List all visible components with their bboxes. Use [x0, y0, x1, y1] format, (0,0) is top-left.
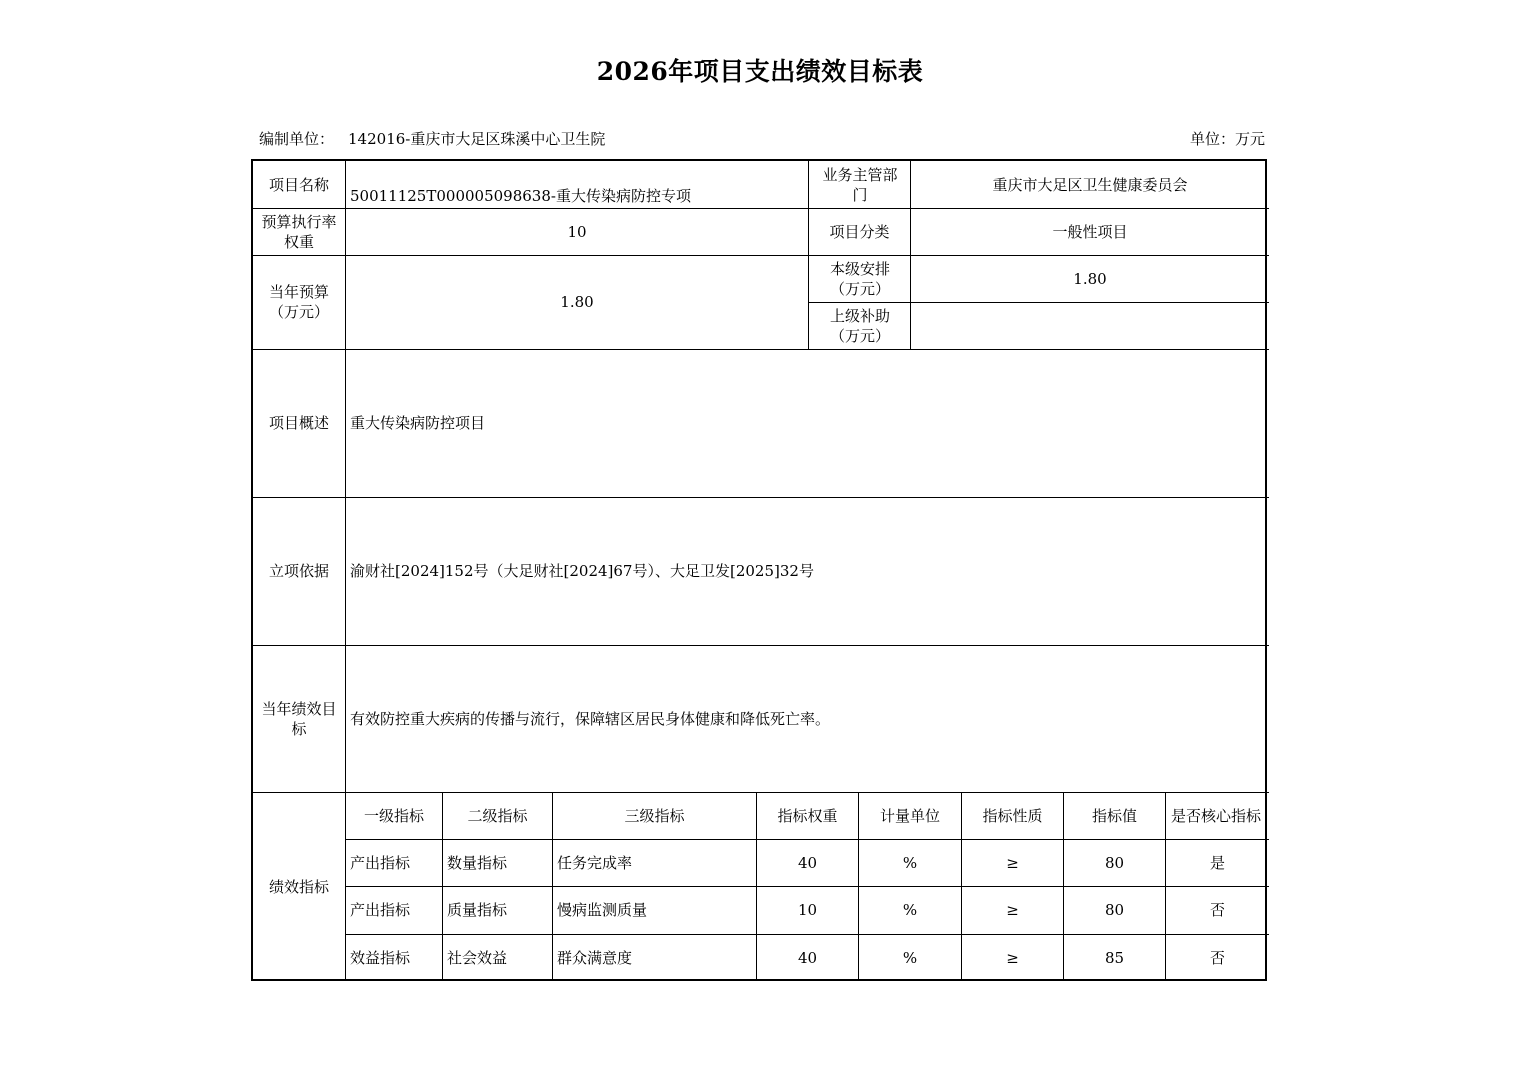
indicator-header: 指标权重 — [777, 806, 838, 825]
indicator-header: 指标值 — [1091, 806, 1137, 825]
indicator-cell: 效益指标 — [350, 948, 411, 967]
indicator-cell: 40 — [797, 853, 818, 872]
indicator-header: 一级指标 — [363, 806, 424, 825]
label-dept: 业务主管部门 — [822, 165, 898, 204]
label-indicators: 绩效指标 — [268, 877, 329, 896]
indicator-cell: 80 — [1104, 853, 1125, 872]
label-budget: 当年预算（万元） — [268, 283, 329, 321]
org-label: 编制单位： — [259, 130, 335, 148]
indicator-cell: ≥ — [1006, 901, 1019, 919]
indicator-header: 计量单位 — [879, 806, 940, 825]
indicator-cell: 产出指标 — [350, 901, 411, 919]
page-title: 2026年项目支出绩效目标表 — [596, 57, 924, 86]
org-value: 142016-重庆市大足区珠溪中心卫生院 — [348, 130, 606, 148]
indicator-cell: 否 — [1209, 901, 1225, 919]
value-overview: 重大传染病防控项目 — [350, 414, 486, 432]
indicator-cell: 任务完成率 — [557, 853, 633, 872]
value-subsidy — [911, 302, 1269, 349]
indicator-cell: 群众满意度 — [557, 948, 633, 967]
label-goal: 当年绩效目标 — [261, 699, 337, 738]
indicator-cell: 10 — [797, 901, 818, 919]
indicator-cell: 质量指标 — [447, 901, 508, 919]
value-goal: 有效防控重大疾病的传播与流行，保障辖区居民身体健康和降低死亡率。 — [350, 709, 831, 728]
indicator-cell: 40 — [797, 948, 818, 967]
label-subsidy: 上级补助（万元） — [829, 306, 890, 345]
unit-label: 单位：万元 — [1189, 130, 1265, 148]
value-local: 1.80 — [1073, 269, 1107, 288]
indicator-cell: % — [902, 901, 918, 919]
value-exec-weight: 10 — [567, 222, 587, 241]
indicator-cell: 数量指标 — [447, 853, 508, 872]
indicator-header: 指标性质 — [982, 806, 1043, 825]
label-project-name: 项目名称 — [268, 175, 329, 194]
indicator-cell: 社会效益 — [447, 948, 508, 967]
org-info — [259, 128, 605, 149]
indicator-header: 是否核心指标 — [1171, 806, 1261, 825]
indicator-header: 二级指标 — [467, 806, 528, 825]
label-exec-weight: 预算执行率权重 — [261, 212, 337, 251]
indicator-cell: 否 — [1209, 948, 1225, 967]
indicator-header: 三级指标 — [624, 806, 685, 825]
indicator-cell: % — [902, 853, 918, 872]
indicator-cell: 是 — [1209, 853, 1225, 872]
indicator-cell: 80 — [1104, 901, 1125, 919]
indicator-cell: % — [902, 948, 918, 967]
indicator-cell: 慢病监测质量 — [557, 901, 648, 919]
value-budget: 1.80 — [560, 293, 594, 311]
indicator-cell: ≥ — [1006, 853, 1019, 872]
indicator-cell: ≥ — [1006, 948, 1019, 967]
value-project-name: 50011125T000005098638-重大传染病防控专项 — [350, 187, 691, 205]
label-basis: 立项依据 — [268, 562, 329, 580]
label-overview: 项目概述 — [268, 414, 329, 432]
label-category: 项目分类 — [829, 222, 890, 241]
value-basis: 渝财社[2024]152号（大足财社[2024]67号）、大足卫发[2025]32号 — [350, 562, 814, 580]
performance-table — [251, 159, 1267, 981]
value-category: 一般性项目 — [1052, 222, 1128, 241]
value-dept: 重庆市大足区卫生健康委员会 — [992, 175, 1188, 194]
indicator-cell: 产出指标 — [350, 853, 411, 872]
indicator-cell: 85 — [1104, 948, 1125, 967]
label-local: 本级安排（万元） — [829, 259, 890, 298]
